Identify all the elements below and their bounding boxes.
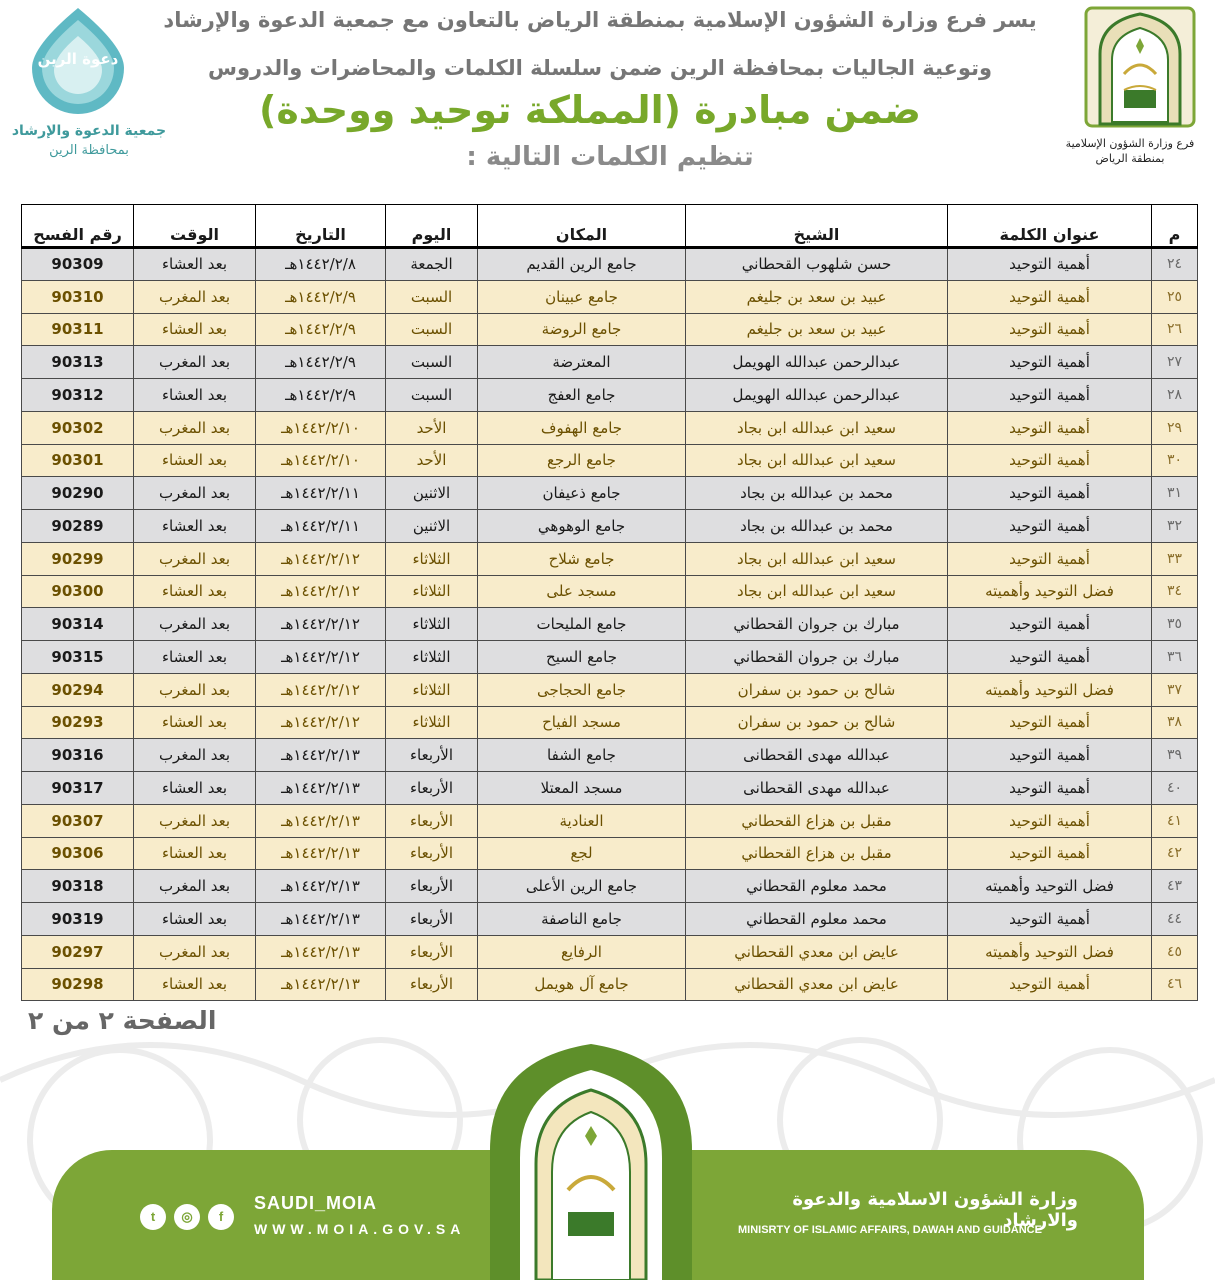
assoc-logo [28,6,128,116]
sheikh-name: عبدالله مهدى القحطانى [686,772,948,805]
permit-code: 90312 [22,379,134,412]
time-value: بعد المغرب [134,935,256,968]
sheikh-name: عايض ابن معدي القحطاني [686,968,948,1001]
day-name: الثلاثاء [386,706,478,739]
row-num: ٣٧ [1152,673,1198,706]
row-num: ٢٧ [1152,346,1198,379]
place-name: جامع الرين الأعلى [478,870,686,903]
talk-title: أهمية التوحيد [948,641,1152,674]
talk-title: أهمية التوحيد [948,444,1152,477]
row-num: ٢٥ [1152,280,1198,313]
talk-title: أهمية التوحيد [948,903,1152,936]
table-row [22,706,1198,739]
date-value: ١٤٤٢/٢/٩هـ [256,346,386,379]
place-name: جامع الرجع [478,444,686,477]
time-value: بعد العشاء [134,706,256,739]
row-num: ٢٤ [1152,248,1198,281]
permit-code: 90297 [22,935,134,968]
table-row [22,280,1198,313]
time-value: بعد العشاء [134,641,256,674]
table-row [22,542,1198,575]
row-num: ٤١ [1152,804,1198,837]
table-row [22,739,1198,772]
time-value: بعد العشاء [134,444,256,477]
sheikh-name: سعيد ابن عبدالله ابن بجاد [686,575,948,608]
permit-code: 90299 [22,542,134,575]
date-value: ١٤٤٢/٢/١١هـ [256,510,386,543]
table-row [22,575,1198,608]
place-name: جامع الرين القديم [478,248,686,281]
table-row [22,903,1198,936]
date-value: ١٤٤٢/٢/١٠هـ [256,444,386,477]
sheikh-name: محمد معلوم القحطاني [686,903,948,936]
subtitle: تنظيم الكلمات التالية : [466,142,754,172]
row-num: ٣٨ [1152,706,1198,739]
place-name: الرفايع [478,935,686,968]
sheikh-name: شالح بن حمود بن سفران [686,706,948,739]
time-value: بعد المغرب [134,608,256,641]
day-name: السبت [386,346,478,379]
date-value: ١٤٤٢/٢/٩هـ [256,280,386,313]
permit-code: 90289 [22,510,134,543]
time-value: بعد المغرب [134,477,256,510]
time-value: بعد العشاء [134,313,256,346]
sheikh-name: مقبل بن هزاع القحطاني [686,804,948,837]
time-value: بعد المغرب [134,542,256,575]
talk-title: فضل التوحيد وأهميته [948,870,1152,903]
day-name: الاثنين [386,510,478,543]
col-header-place: المكان [478,205,686,248]
place-name: المعترضة [478,346,686,379]
instagram-icon[interactable]: ◎ [174,1204,200,1230]
table-row [22,379,1198,412]
talk-title: أهمية التوحيد [948,739,1152,772]
date-value: ١٤٤٢/٢/١٣هـ [256,772,386,805]
social-handle[interactable]: SAUDI_MOIA [254,1193,378,1213]
table-row [22,346,1198,379]
place-name: جامع الحجاجى [478,673,686,706]
col-header-day: اليوم [386,205,478,248]
day-name: الأربعاء [386,903,478,936]
time-value: بعد المغرب [134,870,256,903]
row-num: ٤٣ [1152,870,1198,903]
row-num: ٢٦ [1152,313,1198,346]
date-value: ١٤٤٢/٢/١٢هـ [256,608,386,641]
day-name: الأحد [386,444,478,477]
footer-dome-emblem-icon [480,1040,702,1280]
col-header-time: الوقت [134,205,256,248]
date-value: ١٤٤٢/٢/٩هـ [256,379,386,412]
row-num: ٣٤ [1152,575,1198,608]
sheikh-name: عبيد بن سعد بن جليغم [686,280,948,313]
date-value: ١٤٤٢/٢/١٣هـ [256,935,386,968]
day-name: الأربعاء [386,804,478,837]
table-row [22,837,1198,870]
talk-title: أهمية التوحيد [948,411,1152,444]
table-row [22,248,1198,281]
date-value: ١٤٤٢/٢/١٢هـ [256,641,386,674]
permit-code: 90309 [22,248,134,281]
footer-ministry-english: MINISRTY OF ISLAMIC AFFAIRS, DAWAH AND GUIDANCE [738,1224,1042,1236]
place-name: جامع الشفا [478,739,686,772]
place-name: العنادية [478,804,686,837]
table-row [22,968,1198,1001]
day-name: السبت [386,379,478,412]
header-line-2: وتوعية الجاليات بمحافظة الرين ضمن سلسلة الكلمات والمحاضرات والدروس [207,56,993,80]
sheikh-name: مقبل بن هزاع القحطاني [686,837,948,870]
talk-title: أهمية التوحيد [948,379,1152,412]
talk-title: أهمية التوحيد [948,706,1152,739]
table-row [22,444,1198,477]
sheikh-name: عبدالرحمن عبدالله الهويمل [686,379,948,412]
sheikh-name: مبارك بن جروان القحطاني [686,608,948,641]
table-row [22,608,1198,641]
talk-title: أهمية التوحيد [948,608,1152,641]
row-num: ٢٨ [1152,379,1198,412]
ministry-caption: فرع وزارة الشؤون الإسلامية بمنطقة الرياض [1065,137,1195,165]
row-num: ٣١ [1152,477,1198,510]
day-name: السبت [386,313,478,346]
day-name: الثلاثاء [386,575,478,608]
table-body [22,248,1198,1001]
day-name: الثلاثاء [386,542,478,575]
talk-title: أهمية التوحيد [948,772,1152,805]
permit-code: 90293 [22,706,134,739]
assoc-logo-text: دعوة الرين [37,50,119,68]
talk-title: أهمية التوحيد [948,280,1152,313]
time-value: بعد المغرب [134,280,256,313]
facebook-icon[interactable]: f [208,1204,234,1230]
place-name: جامع الوهوهي [478,510,686,543]
talk-title: أهمية التوحيد [948,510,1152,543]
date-value: ١٤٤٢/٢/١٣هـ [256,968,386,1001]
talk-title: أهمية التوحيد [948,313,1152,346]
day-name: السبت [386,280,478,313]
row-num: ٣٣ [1152,542,1198,575]
sheikh-name: محمد بن عبدالله بن بجاد [686,477,948,510]
website-link[interactable]: WWW.MOIA.GOV.SA [254,1221,466,1237]
sheikh-name: محمد بن عبدالله بن بجاد [686,510,948,543]
table-row [22,510,1198,543]
time-value: بعد العشاء [134,837,256,870]
table-row [22,411,1198,444]
table-row [22,935,1198,968]
row-num: ٤٦ [1152,968,1198,1001]
row-num: ٤٢ [1152,837,1198,870]
table-row [22,804,1198,837]
place-name: جامع آل هويمل [478,968,686,1001]
talk-title: فضل التوحيد وأهميته [948,935,1152,968]
table-row [22,477,1198,510]
date-value: ١٤٤٢/٢/٩هـ [256,313,386,346]
day-name: الأربعاء [386,968,478,1001]
permit-code: 90311 [22,313,134,346]
day-name: الأربعاء [386,837,478,870]
day-name: الأربعاء [386,935,478,968]
sheikh-name: عبدالرحمن عبدالله الهويمل [686,346,948,379]
time-value: بعد العشاء [134,968,256,1001]
place-name: جامع السيح [478,641,686,674]
row-num: ٣٩ [1152,739,1198,772]
sheikh-name: سعيد ابن عبدالله ابن بجاد [686,542,948,575]
day-name: الأحد [386,411,478,444]
date-value: ١٤٤٢/٢/١٣هـ [256,804,386,837]
place-name: مسجد الفياح [478,706,686,739]
date-value: ١٤٤٢/٢/٨هـ [256,248,386,281]
permit-code: 90316 [22,739,134,772]
sheikh-name: حسن شلهوب القحطاني [686,248,948,281]
talk-title: أهمية التوحيد [948,837,1152,870]
assoc-caption: جمعية الدعوة والإرشاد بمحافظة الرين [11,123,167,158]
header-line-1: يسر فرع وزارة الشؤون الإسلامية بمنطقة الرياض بالتعاون مع جمعية الدعوة والإرشاد [163,8,1037,32]
footer-ministry-arabic: وزارة الشؤون الاسلامية والدعوة والارشاد [792,1189,1078,1231]
permit-code: 90302 [22,411,134,444]
time-value: بعد العشاء [134,575,256,608]
permit-code: 90310 [22,280,134,313]
table-row [22,673,1198,706]
row-num: ٣٥ [1152,608,1198,641]
permit-code: 90298 [22,968,134,1001]
time-value: بعد العشاء [134,903,256,936]
initiative-title: ضمن مبادرة (المملكة توحيد ووحدة) [258,88,921,132]
date-value: ١٤٤٢/٢/١٣هـ [256,837,386,870]
date-value: ١٤٤٢/٢/١٢هـ [256,542,386,575]
place-name: مسجد المعتلا [478,772,686,805]
sheikh-name: سعيد ابن عبدالله ابن بجاد [686,411,948,444]
col-header-date: التاريخ [256,205,386,248]
permit-code: 90317 [22,772,134,805]
time-value: بعد المغرب [134,804,256,837]
time-value: بعد المغرب [134,411,256,444]
day-name: الأربعاء [386,772,478,805]
talk-title: أهمية التوحيد [948,346,1152,379]
permit-code: 90319 [22,903,134,936]
permit-code: 90294 [22,673,134,706]
time-value: بعد العشاء [134,772,256,805]
table-header [22,205,1198,248]
place-name: جامع الروضة [478,313,686,346]
permit-code: 90314 [22,608,134,641]
talk-title: أهمية التوحيد [948,542,1152,575]
date-value: ١٤٤٢/٢/١٢هـ [256,673,386,706]
sheikh-name: مبارك بن جروان القحطاني [686,641,948,674]
place-name: جامع المليحات [478,608,686,641]
place-name: لجع [478,837,686,870]
permit-code: 90318 [22,870,134,903]
sheikh-name: محمد معلوم القحطاني [686,870,948,903]
row-num: ٣٢ [1152,510,1198,543]
talk-title: فضل التوحيد وأهميته [948,673,1152,706]
permit-code: 90313 [22,346,134,379]
date-value: ١٤٤٢/٢/١٣هـ [256,870,386,903]
sheikh-name: عايض ابن معدي القحطاني [686,935,948,968]
sheikh-name: عبيد بن سعد بن جليغم [686,313,948,346]
date-value: ١٤٤٢/٢/١٢هـ [256,575,386,608]
day-name: الجمعة [386,248,478,281]
place-name: جامع شلاح [478,542,686,575]
time-value: بعد العشاء [134,379,256,412]
talk-title: أهمية التوحيد [948,477,1152,510]
sheikh-name: عبدالله مهدى القحطانى [686,739,948,772]
permit-code: 90290 [22,477,134,510]
date-value: ١٤٤٢/٢/١١هـ [256,477,386,510]
place-name: جامع العفج [478,379,686,412]
place-name: مسجد على [478,575,686,608]
row-num: ٣٠ [1152,444,1198,477]
time-value: بعد العشاء [134,510,256,543]
day-name: الأربعاء [386,870,478,903]
permit-code: 90315 [22,641,134,674]
sheikh-name: شالح بن حمود بن سفران [686,673,948,706]
row-num: ٢٩ [1152,411,1198,444]
col-header-sheikh: الشيخ [686,205,948,248]
day-name: الاثنين [386,477,478,510]
permit-code: 90307 [22,804,134,837]
table-row [22,313,1198,346]
permit-code: 90300 [22,575,134,608]
talk-title: أهمية التوحيد [948,248,1152,281]
permit-code: 90301 [22,444,134,477]
place-name: جامع عبينان [478,280,686,313]
day-name: الأربعاء [386,739,478,772]
twitter-icon[interactable]: t [140,1204,166,1230]
row-num: ٣٦ [1152,641,1198,674]
time-value: بعد المغرب [134,673,256,706]
place-name: جامع الهفوف [478,411,686,444]
row-num: ٤٤ [1152,903,1198,936]
col-header-title: عنوان الكلمة [948,205,1152,248]
col-header-num: م [1152,205,1198,248]
schedule-table [21,204,1197,1001]
place-name: جامع الناصفة [478,903,686,936]
talk-title: فضل التوحيد وأهميته [948,575,1152,608]
col-header-code: رقم الفسح [22,205,134,248]
table-row [22,870,1198,903]
time-value: بعد المغرب [134,739,256,772]
row-num: ٤٠ [1152,772,1198,805]
date-value: ١٤٤٢/٢/١٣هـ [256,739,386,772]
date-value: ١٤٤٢/٢/١٢هـ [256,706,386,739]
talk-title: أهمية التوحيد [948,968,1152,1001]
day-name: الثلاثاء [386,673,478,706]
permit-code: 90306 [22,837,134,870]
place-name: جامع ذعيفان [478,477,686,510]
page-number: الصفحة ٢ من ٢ [28,1006,217,1035]
table-row [22,641,1198,674]
day-name: الثلاثاء [386,641,478,674]
date-value: ١٤٤٢/٢/١٣هـ [256,903,386,936]
ministry-emblem-icon [1080,4,1200,129]
day-name: الثلاثاء [386,608,478,641]
time-value: بعد المغرب [134,346,256,379]
time-value: بعد العشاء [134,248,256,281]
sheikh-name: سعيد ابن عبدالله ابن بجاد [686,444,948,477]
table-row [22,772,1198,805]
row-num: ٤٥ [1152,935,1198,968]
date-value: ١٤٤٢/٢/١٠هـ [256,411,386,444]
talk-title: أهمية التوحيد [948,804,1152,837]
